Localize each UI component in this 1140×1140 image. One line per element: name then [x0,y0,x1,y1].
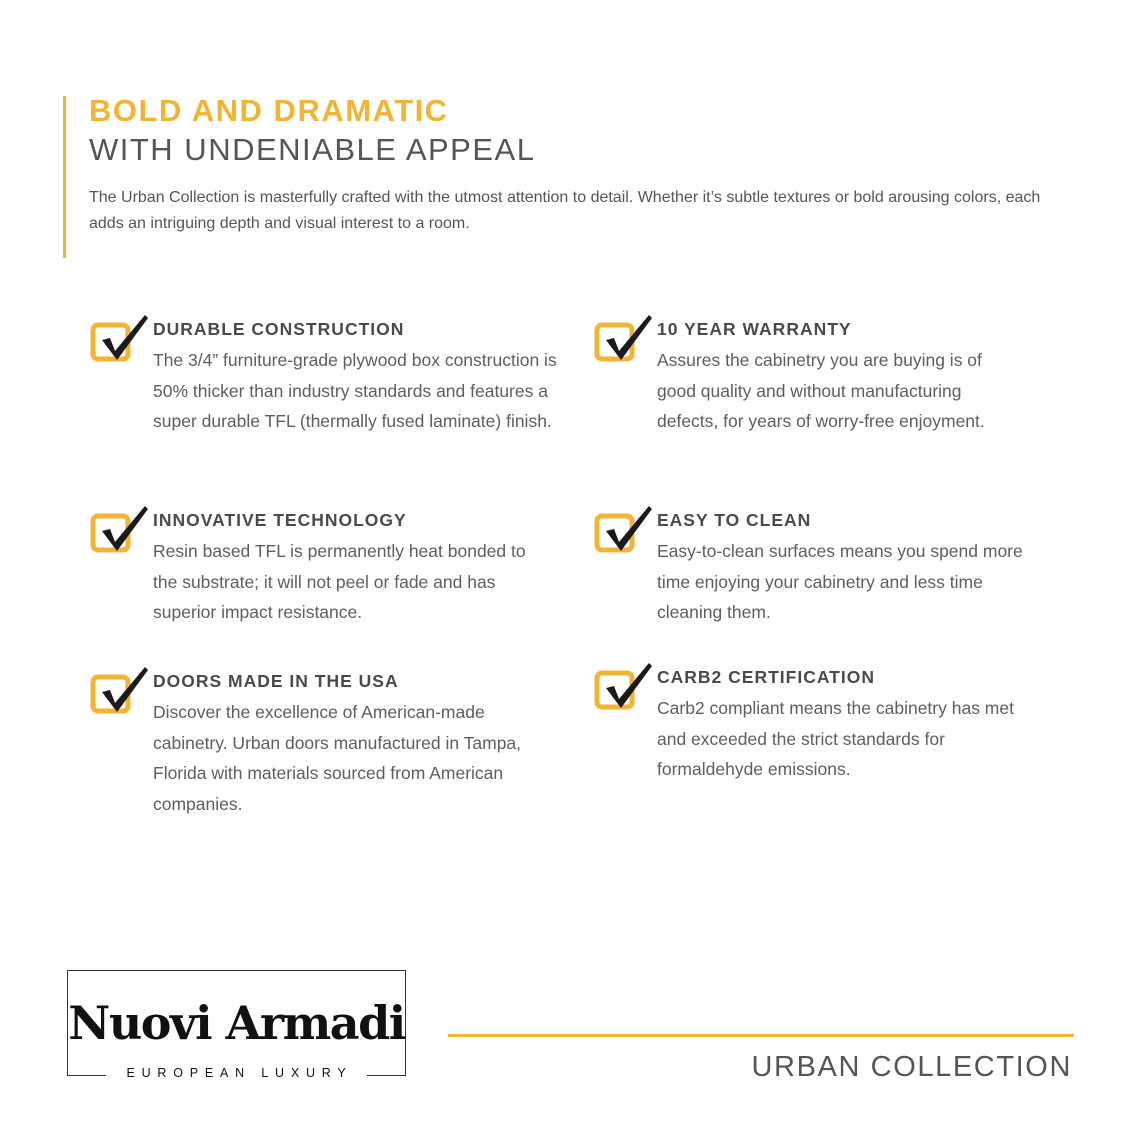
feature-title: DURABLE CONSTRUCTION [153,319,405,339]
feature-title: CARB2 CERTIFICATION [657,667,875,687]
brand-name: Nuovi Armadi [68,996,405,1050]
checkbox-check-icon [594,505,654,557]
footer-rule [448,1034,1074,1037]
checkbox-check-icon [90,666,150,718]
feature-description: Assures the cabinetry you are buying is of good quality and without manufacturing defects, for years of worry-free enjoyment. [657,350,985,432]
feature-description: Discover the excellence of American-made cabinetry. Urban doors manufactured in Tampa, Florida with materials sourced from American companies. [153,702,522,815]
accent-rule [63,96,66,258]
intro-paragraph: The Urban Collection is masterfully crafted with the utmost attention to detail. Whether it’s subtle textures or bold arousing colors, each adds an intriguing depth and visual interest to a room. [89,189,1041,232]
collection-label: URBAN COLLECTION [751,1051,1072,1083]
brand-tagline: EUROPEAN LUXURY [106,1066,366,1080]
feature-title: 10 YEAR WARRANTY [657,319,852,339]
feature-description: Resin based TFL is permanently heat bonded to the substrate; it will not peel or fade and has superior impact resistance. [153,541,526,623]
checkbox-check-icon [90,314,150,366]
feature-description: The 3/4” furniture-grade plywood box construction is 50% thicker than industry standards and features a super durable TFL (thermally fused laminate) finish. [153,350,557,432]
checkbox-check-icon [90,505,150,557]
brand-logo [67,970,406,1080]
feature-title: INNOVATIVE TECHNOLOGY [153,510,407,530]
feature-description: Easy-to-clean surfaces means you spend more time enjoying your cabinetry and less time cleaning them. [657,541,1023,623]
page-headline [89,92,535,170]
checkbox-check-icon [594,662,654,714]
headline-line1: BOLD AND DRAMATIC [89,93,449,128]
feature-title: EASY TO CLEAN [657,510,812,530]
feature-title: DOORS MADE IN THE USA [153,671,399,691]
feature-description: Carb2 compliant means the cabinetry has met and exceeded the strict standards for formaldehyde emissions. [657,698,1014,780]
headline-line2: WITH UNDENIABLE APPEAL [89,132,536,167]
checkbox-check-icon [594,314,654,366]
brand-tagline-wrap [68,1065,405,1081]
